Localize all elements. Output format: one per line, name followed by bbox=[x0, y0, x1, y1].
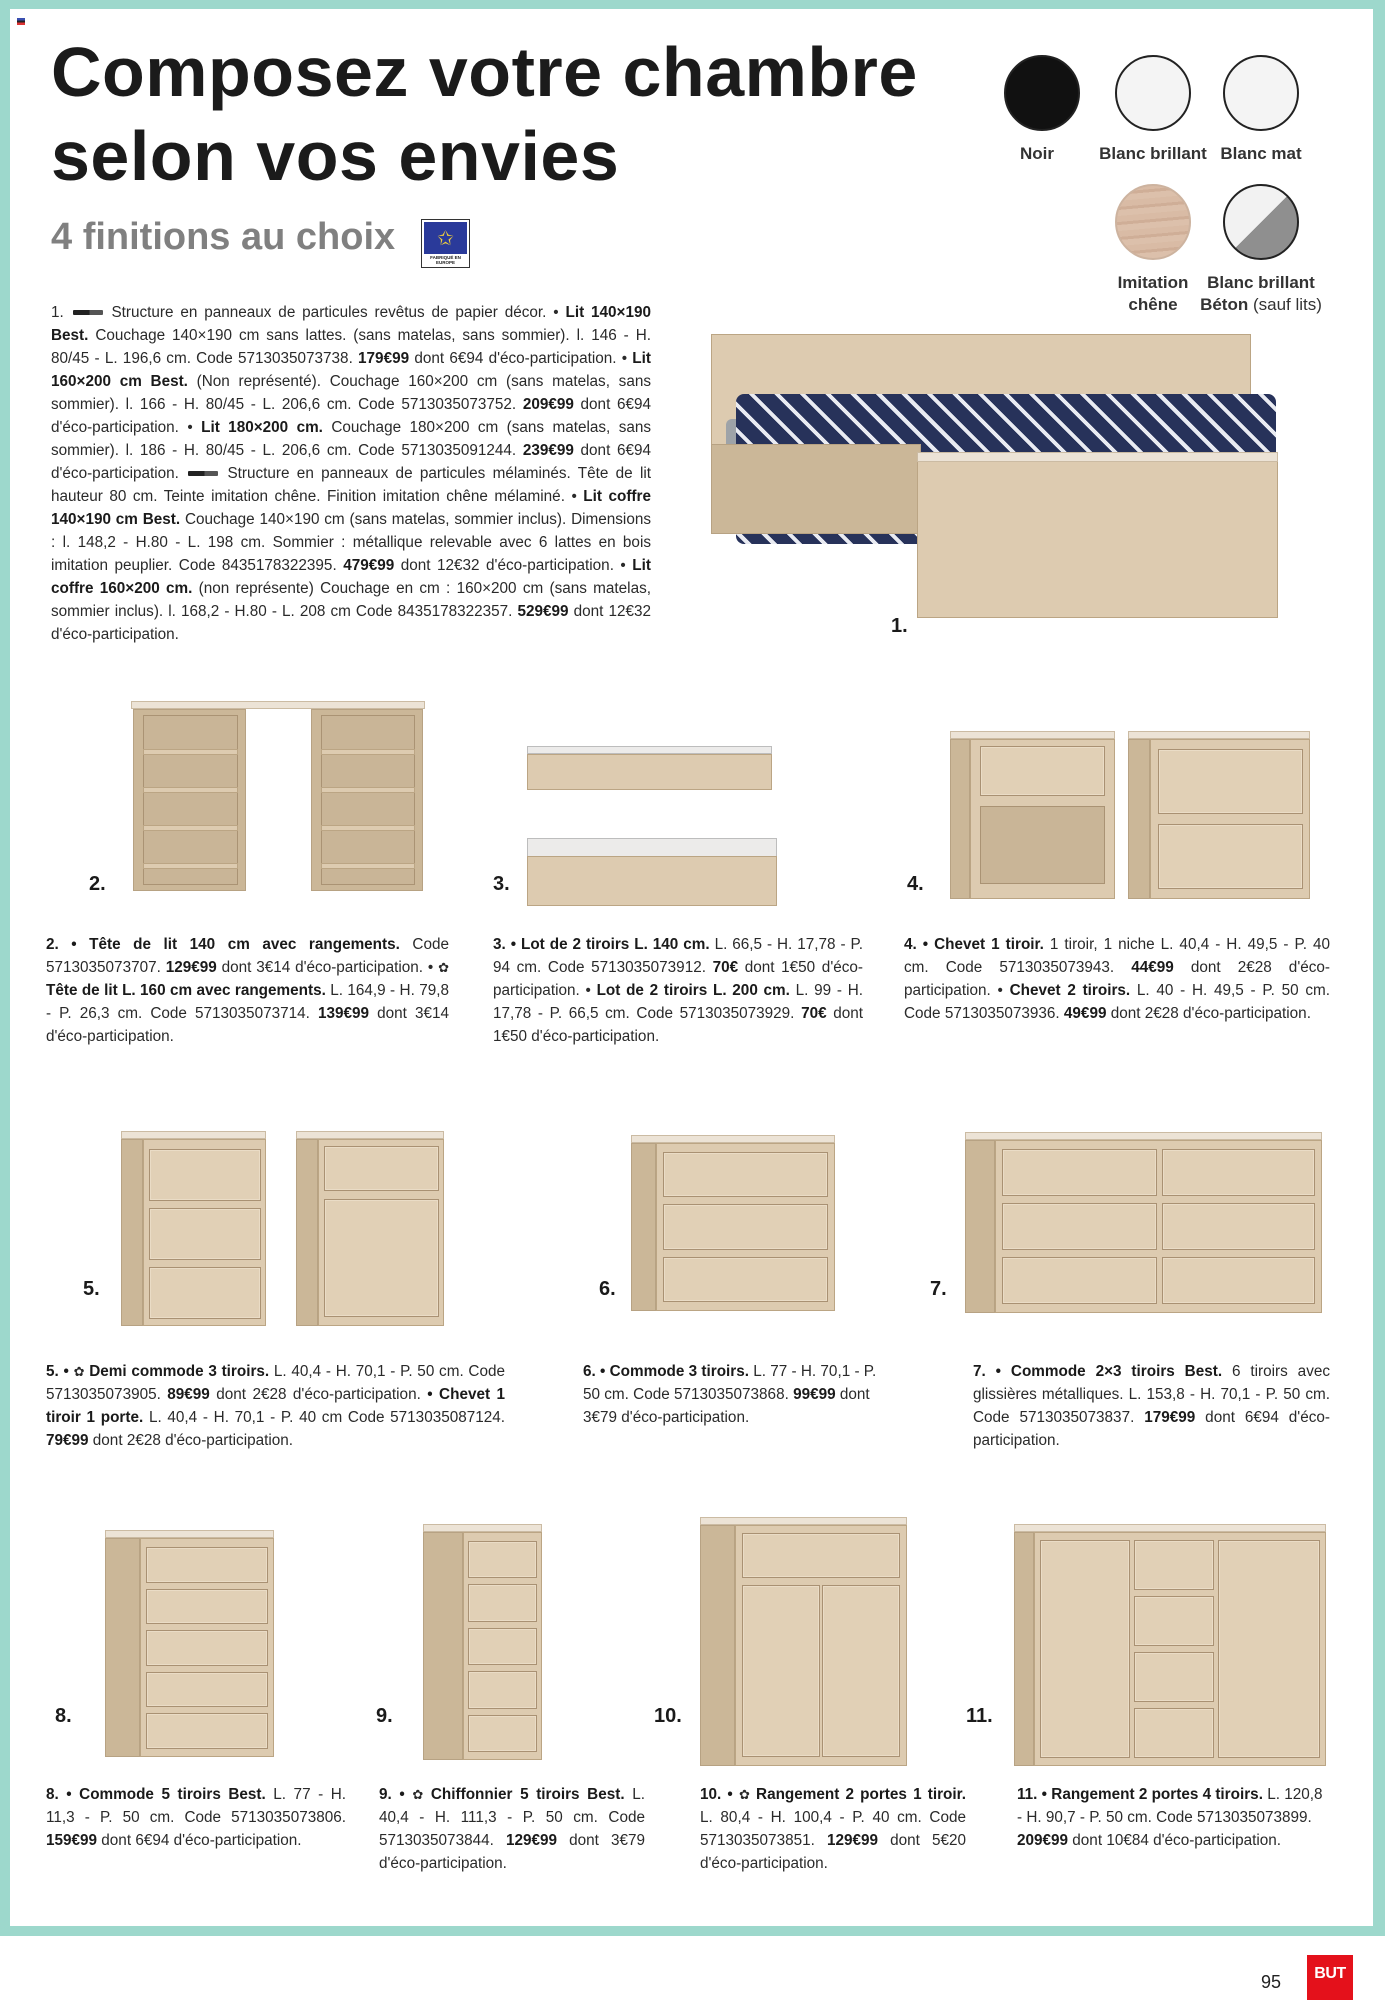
text: dont 3€79 d'éco-participation. bbox=[583, 1386, 870, 1426]
product-5-description bbox=[46, 1360, 505, 1452]
bold-text: 129€99 bbox=[505, 1832, 557, 1849]
product-11-description bbox=[1017, 1783, 1330, 1852]
text: dont 3€14 d'éco-participation. • bbox=[216, 959, 439, 976]
text: (Non représenté). Couchage 160×200 cm (sans matelas, sans sommier). l. 166 - H. 80/45 - L. 206,6 cm. Code 5713035073752. bbox=[51, 373, 651, 413]
drawer-body bbox=[527, 838, 777, 858]
swatch-label-blanc-brillant: Blanc brillant bbox=[1099, 144, 1207, 163]
text: L. 40,4 - H. 70,1 - P. 40 cm Code 5713035087124. bbox=[143, 1409, 506, 1426]
product-6-description bbox=[583, 1360, 880, 1429]
drawer-front bbox=[742, 1533, 900, 1578]
product-10-description bbox=[700, 1783, 966, 1875]
panel-front bbox=[143, 787, 238, 793]
text: L. 99 - H. 17,78 - P. 66,5 cm. Code 5713035073929. bbox=[493, 982, 864, 1022]
label-line: Blanc brillant bbox=[1207, 273, 1315, 292]
panel-side bbox=[423, 1532, 463, 1760]
swatch-label-beton bbox=[1186, 272, 1336, 316]
panel-top bbox=[121, 1131, 266, 1139]
bold-text: 139€99 bbox=[317, 1005, 370, 1022]
bold-text: • Chevet 1 tiroir 1 porte. bbox=[46, 1386, 505, 1426]
bold-text: 79€99 bbox=[46, 1432, 89, 1449]
panel-back bbox=[321, 715, 415, 885]
panel-front bbox=[321, 749, 415, 755]
bold-text: 159€99 bbox=[46, 1832, 98, 1849]
bed-image bbox=[711, 334, 1278, 618]
product-number: 8. bbox=[55, 1705, 72, 1727]
half-dresser-image bbox=[121, 1131, 444, 1326]
bold-text: Lit 140×190 Best. bbox=[51, 304, 652, 344]
text: dont 3€79 d'éco-participation. bbox=[379, 1832, 645, 1872]
product-number: 2. bbox=[89, 873, 106, 895]
bold-text: 239€99 bbox=[522, 442, 574, 459]
drawer-front bbox=[149, 1208, 261, 1260]
bold-text: 4. • Chevet 1 tiroir. bbox=[904, 936, 1044, 953]
panel-top bbox=[965, 1132, 1322, 1140]
bold-text: Lit coffre 140×190 cm Best. bbox=[51, 488, 651, 528]
bold-text: 209€99 bbox=[522, 396, 574, 413]
product-number: 5. bbox=[83, 1278, 100, 1300]
dresser-3-image bbox=[631, 1135, 835, 1311]
swatch-label-blanc-mat: Blanc mat bbox=[1220, 144, 1302, 163]
bold-text: 70€ bbox=[712, 959, 739, 976]
panel-side bbox=[1014, 1532, 1034, 1766]
finishes-subtitle: 4 finitions au choix bbox=[51, 216, 396, 258]
drawer-front bbox=[1162, 1149, 1315, 1196]
structure-icon bbox=[188, 471, 218, 476]
drawer-front bbox=[1134, 1708, 1214, 1758]
text: L. 40,4 - H. 111,3 - P. 50 cm. Code 5713035073844. bbox=[379, 1786, 645, 1849]
drawer-front bbox=[324, 1146, 439, 1191]
panel-top bbox=[631, 1135, 835, 1143]
drawer-front bbox=[468, 1541, 537, 1578]
bold-text: Lit 180×200 cm. bbox=[201, 419, 323, 436]
panel-front bbox=[527, 754, 772, 790]
nightstands-image bbox=[950, 731, 1310, 899]
bold-text: Tête de lit L. 160 cm avec rangements. bbox=[46, 982, 326, 999]
text: Structure en panneaux de particules mélaminés. Tête de lit hauteur 80 cm. Teinte imitation chêne. Finition imitation chêne mélaminé. • bbox=[51, 465, 651, 505]
panel-side bbox=[950, 739, 970, 899]
text: dont 2€28 d'éco-participation. • bbox=[904, 959, 1330, 999]
chiffonier-image bbox=[423, 1524, 542, 1760]
drawer-front bbox=[468, 1715, 537, 1752]
drawer-front bbox=[149, 1267, 261, 1319]
bold-text: 179€99 bbox=[1144, 1409, 1196, 1426]
text: L. 66,5 - H. 17,78 - P. 94 cm. Code 5713035073912. bbox=[493, 936, 863, 976]
text: 1 tiroir, 1 niche L. 40,4 - H. 49,5 - P. 40 cm. Code 5713035073943. bbox=[904, 936, 1330, 976]
product-3-description bbox=[493, 933, 863, 1048]
text: (non représente) Couchage en cm : 160×200 cm (sans matelas, sommier inclus). l. 168,2 - H.80 - L. 208 cm Code 8435178322357. bbox=[51, 580, 651, 620]
panel-front bbox=[321, 825, 415, 831]
drawer-front bbox=[1158, 749, 1303, 814]
drawer-front bbox=[1040, 1540, 1130, 1758]
bold-text: 179€99 bbox=[358, 350, 410, 367]
drawer-front bbox=[146, 1713, 268, 1749]
product-number: 10. bbox=[654, 1705, 682, 1727]
text: dont 6€94 d'éco-participation. bbox=[973, 1409, 1330, 1449]
bold-text: 10. • bbox=[700, 1786, 739, 1803]
badge-label: FABRIQUÉ EN EUROPE bbox=[430, 255, 461, 265]
panel-front bbox=[917, 452, 1278, 618]
text: Structure en panneaux de particules revêtus de papier décor. • bbox=[104, 304, 566, 321]
bold-text: 11. • Rangement 2 portes 4 tiroirs. bbox=[1017, 1786, 1263, 1803]
panel-side bbox=[700, 1525, 735, 1766]
drawer-front bbox=[663, 1257, 828, 1302]
bold-text: 209€99 bbox=[1017, 1832, 1069, 1849]
drawer-front bbox=[1002, 1257, 1157, 1304]
panel-top bbox=[296, 1131, 444, 1139]
cabinet-2-doors-image bbox=[700, 1517, 907, 1766]
flag-icon bbox=[17, 18, 25, 25]
panel-side bbox=[296, 1139, 318, 1326]
bold-text: 2. • Tête de lit 140 cm avec rangements. bbox=[46, 936, 400, 953]
bold-text: 3. • Lot de 2 tiroirs L. 140 cm. bbox=[493, 936, 710, 953]
text: L. 77 - H. 11,3 - P. 50 cm. Code 5713035073806. bbox=[46, 1786, 346, 1826]
bold-text: Lit coffre 160×200 cm. bbox=[51, 557, 651, 597]
cabinet-2-doors-4-drawers-image bbox=[1014, 1524, 1326, 1766]
panel-front bbox=[143, 749, 238, 755]
drawer-front bbox=[1134, 1652, 1214, 1702]
text: dont 6€94 d'éco-participation. bbox=[51, 442, 651, 482]
drawers-set-image bbox=[527, 746, 778, 908]
bold-text: 89€99 bbox=[167, 1386, 210, 1403]
eco-flower-icon: ✿ bbox=[412, 1787, 424, 1802]
bold-text: 529€99 bbox=[517, 603, 569, 620]
drawer-front bbox=[663, 1152, 828, 1197]
text: dont 5€20 d'éco-participation. bbox=[700, 1832, 966, 1872]
drawer-front bbox=[1158, 824, 1303, 889]
product-7-description bbox=[973, 1360, 1330, 1452]
drawer-front bbox=[1002, 1203, 1157, 1250]
drawer-front bbox=[663, 1204, 828, 1249]
panel-front bbox=[321, 787, 415, 793]
panel-top bbox=[1128, 731, 1310, 739]
swatch-blanc-brillant-beton bbox=[1223, 184, 1299, 260]
panel-top bbox=[950, 731, 1115, 739]
label-line: chêne bbox=[1128, 295, 1178, 314]
drawer-front bbox=[1162, 1203, 1315, 1250]
product-number: 6. bbox=[599, 1278, 616, 1300]
text: 1. bbox=[51, 304, 71, 321]
text: dont 1€50 d'éco-participation. bbox=[493, 1005, 863, 1045]
label-note: (sauf lits) bbox=[1252, 295, 1322, 314]
bold-text: Chevet 2 tiroirs. bbox=[1009, 982, 1131, 999]
panel-side bbox=[631, 1143, 656, 1311]
product-number: 11. bbox=[966, 1705, 993, 1727]
bold-text: 99€99 bbox=[793, 1386, 836, 1403]
page-number: 95 bbox=[1261, 1972, 1282, 1992]
eco-flower-icon: ✿ bbox=[438, 960, 449, 975]
bold-text: Lot de 2 tiroirs L. 200 cm. bbox=[596, 982, 790, 999]
product-number: 4. bbox=[907, 873, 924, 895]
drawer-front bbox=[324, 1199, 439, 1317]
panel-top bbox=[1014, 1524, 1326, 1532]
structure-icon bbox=[73, 310, 103, 315]
text: dont 10€84 d'éco-participation. bbox=[1068, 1832, 1282, 1849]
bold-text: Demi commode 3 tiroirs. bbox=[84, 1363, 270, 1380]
text: L. 40 - H. 49,5 - P. 50 cm. Code 5713035073936. bbox=[904, 982, 1331, 1022]
bold-text: 6. • Commode 3 tiroirs. bbox=[583, 1363, 750, 1380]
panel-top bbox=[131, 701, 425, 709]
drawer-front bbox=[980, 746, 1105, 796]
drawer-front bbox=[146, 1630, 268, 1666]
page-title bbox=[51, 30, 918, 198]
text: L. 120,8 - H. 90,7 - P. 50 cm. Code 5713035073899. bbox=[1017, 1786, 1323, 1826]
drawer-front bbox=[1218, 1540, 1320, 1758]
drawer-front bbox=[1002, 1149, 1157, 1196]
text: dont 1€50 d'éco-participation. • bbox=[493, 959, 863, 999]
text: L. 80,4 - H. 100,4 - P. 40 cm. Code 5713035073851. bbox=[700, 1809, 966, 1849]
swatch-imitation-chene bbox=[1115, 184, 1191, 260]
title-line-2: selon vos envies bbox=[51, 117, 620, 195]
drawer-front bbox=[468, 1628, 537, 1665]
dresser-2x3-image bbox=[965, 1132, 1322, 1313]
panel-top bbox=[917, 452, 1278, 462]
drawer-body bbox=[527, 746, 772, 754]
product-9-description bbox=[379, 1783, 645, 1875]
product-8-description bbox=[46, 1783, 346, 1852]
text: Code 5713035073707. bbox=[46, 936, 449, 976]
drawer-front bbox=[468, 1671, 537, 1708]
text: dont 12€32 d'éco-participation. • bbox=[394, 557, 633, 574]
drawer-front bbox=[146, 1672, 268, 1708]
product-2-description bbox=[46, 933, 449, 1048]
drawer-front bbox=[1162, 1257, 1315, 1304]
text: Couchage 140×190 cm sans lattes. (sans matelas, sans sommier). l. 146 - H. 80/45 - L. 196,6 cm. Code 5713035073738. bbox=[51, 327, 651, 367]
panel-top bbox=[105, 1530, 274, 1538]
panel-back bbox=[143, 715, 238, 885]
bold-text: 5. • bbox=[46, 1363, 74, 1380]
product-1-description bbox=[51, 301, 651, 646]
text: dont 2€28 d'éco-participation. bbox=[1106, 1005, 1311, 1022]
swatch-blanc-brillant bbox=[1115, 55, 1191, 131]
text: dont 6€94 d'éco-participation. bbox=[97, 1832, 302, 1849]
bold-text: 44€99 bbox=[1131, 959, 1174, 976]
product-number: 1. bbox=[891, 615, 908, 637]
text: Couchage 140×190 cm (sans matelas, sommier inclus). Dimensions : l. 148,2 - H.80 - L. 198 cm. Sommier : métallique relevable avec 6 lattes en bois imitation peuplier. Code 8435178322395. bbox=[51, 511, 651, 574]
swatch-blanc-mat bbox=[1223, 55, 1299, 131]
text: 6 tiroirs avec glissières métalliques. L. 153,8 - H. 70,1 - P. 50 cm. Code 5713035073837. bbox=[973, 1363, 1330, 1426]
text: Couchage 180×200 cm (sans matelas, sans sommier). l. 186 - H. 80/45 - L. 206,6 cm. Code 5713035091244. bbox=[51, 419, 652, 459]
bold-text: 129€99 bbox=[165, 959, 217, 976]
panel-side bbox=[965, 1140, 995, 1313]
panel-front bbox=[321, 863, 415, 869]
dresser-5-image bbox=[105, 1530, 274, 1757]
eu-stars-icon: ✩ bbox=[424, 222, 467, 254]
panel-side bbox=[121, 1139, 143, 1326]
bold-text: 49€99 bbox=[1063, 1005, 1107, 1022]
bold-text: Lit 160×200 cm Best. bbox=[51, 350, 651, 390]
drawer-front bbox=[468, 1584, 537, 1621]
bold-text: 70€ bbox=[801, 1005, 827, 1022]
panel-front bbox=[143, 825, 238, 831]
text: dont 3€14 d'éco-participation. bbox=[46, 1005, 450, 1045]
drawer-front bbox=[146, 1589, 268, 1625]
bold-text: 9. • bbox=[379, 1786, 413, 1803]
product-number: 7. bbox=[930, 1278, 947, 1300]
bold-text: Chiffonnier 5 tiroirs Best. bbox=[423, 1786, 625, 1803]
label-line: Imitation bbox=[1117, 273, 1189, 292]
text: dont 2€28 d'éco-participation. bbox=[209, 1386, 428, 1403]
panel-back bbox=[980, 806, 1105, 884]
text: dont 6€94 d'éco-participation. • bbox=[409, 350, 633, 367]
bold-text: 7. • Commode 2×3 tiroirs Best. bbox=[973, 1363, 1223, 1380]
panel-top bbox=[423, 1524, 542, 1532]
swatch-noir bbox=[1004, 55, 1080, 131]
text: L. 40,4 - H. 70,1 - P. 50 cm. Code 5713035073905. bbox=[46, 1363, 505, 1403]
drawer-front bbox=[1134, 1596, 1214, 1646]
panel-side bbox=[105, 1538, 140, 1757]
swatch-label-noir: Noir bbox=[1020, 144, 1054, 163]
panel-side bbox=[1128, 739, 1150, 899]
text: dont 12€32 d'éco-participation. bbox=[51, 603, 652, 643]
text: L. 164,9 - H. 79,8 - P. 26,3 cm. Code 5713035073714. bbox=[46, 982, 449, 1022]
panel-front bbox=[143, 863, 238, 869]
drawer-front bbox=[146, 1547, 268, 1583]
panel-front bbox=[527, 856, 777, 906]
text: dont 2€28 d'éco-participation. bbox=[88, 1432, 294, 1449]
text: dont 6€94 d'éco-participation. • bbox=[51, 396, 651, 436]
panel-top bbox=[700, 1517, 907, 1525]
drawer-front bbox=[822, 1585, 900, 1757]
bold-text: Rangement 2 portes 1 tiroir. bbox=[749, 1786, 966, 1803]
eco-flower-icon: ✿ bbox=[738, 1787, 750, 1802]
drawer-front bbox=[742, 1585, 820, 1757]
headboard-storage-image bbox=[131, 701, 425, 896]
panel-side bbox=[711, 444, 921, 534]
eco-flower-icon: ✿ bbox=[73, 1364, 85, 1379]
brand-logo: BUT bbox=[1307, 1955, 1353, 2000]
bold-text: 129€99 bbox=[826, 1832, 878, 1849]
product-number: 9. bbox=[376, 1705, 393, 1727]
label-line: Béton bbox=[1200, 295, 1249, 314]
bold-text: 8. • Commode 5 tiroirs Best. bbox=[46, 1786, 266, 1803]
drawer-front bbox=[1134, 1540, 1214, 1590]
title-line-1: Composez votre chambre bbox=[51, 33, 918, 111]
product-4-description bbox=[904, 933, 1330, 1025]
product-number: 3. bbox=[493, 873, 510, 895]
made-in-europe-badge bbox=[421, 219, 470, 268]
bold-text: 479€99 bbox=[343, 557, 395, 574]
drawer-front bbox=[149, 1149, 261, 1201]
text: L. 77 - H. 70,1 - P. 50 cm. Code 5713035073868. bbox=[583, 1363, 877, 1403]
